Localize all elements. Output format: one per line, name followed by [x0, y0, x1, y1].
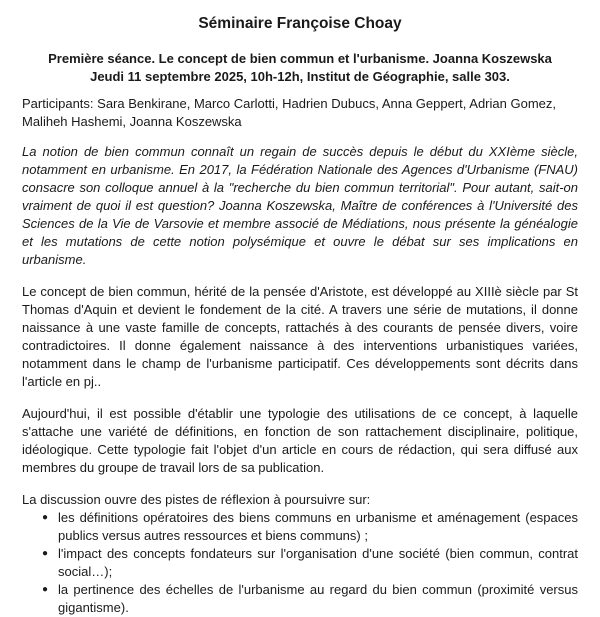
discussion-list [22, 509, 578, 617]
body-paragraph: Aujourd'hui, il est possible d'établir une typologie des utilisations de ce concept, à laquelle s'attache une variété de définitions, en fonction de son rattachement disciplinaire, politique, idéologique. Cette typologie fait l'objet d'un article en cours de rédaction, qui sera diffusé aux membres du groupe de travail lors de sa publication. [22, 406, 578, 475]
list-item [22, 509, 578, 545]
discussion-intro: La discussion ouvre des pistes de réflexion à poursuivre sur: [22, 492, 371, 507]
bullet-icon: ● [42, 512, 49, 523]
session-header [22, 50, 578, 86]
document [22, 0, 578, 617]
intro-paragraph: La notion de bien commun connaît un regain de succès depuis le début du XXIème siècle, notamment en urbanisme. En 2017, la Fédération Nationale des Agences d'Urbanisme (FNAU) consacre son colloque annuel à la "recherche du bien commun territorial". Pour autant, sait-on vraiment de quoi il est question? Joanna Koszewska, Maître de conférences à l'Université des Sciences de la Vie de Varsovie et membre associé de Médiations, nous présente la généalogie et les mutations de cette notion polysémique et ouvre le débat sur ses implications en urbanisme. [22, 144, 578, 267]
list-item-text: les définitions opératoires des biens communs en urbanisme et aménagement (espaces publics versus autres ressources et biens communs) ; [58, 510, 578, 543]
session-date-location: Jeudi 11 septembre 2025, 10h-12h, Institut de Géographie, salle 303. [90, 69, 510, 84]
participants-list: Participants: Sara Benkirane, Marco Carlotti, Hadrien Dubucs, Anna Geppert, Adrian Gomez, Maliheh Hashemi, Joanna Koszewska [22, 96, 556, 129]
bullet-icon: ● [42, 548, 49, 559]
list-item [22, 581, 578, 617]
document-title: Séminaire Françoise Choay [198, 15, 402, 32]
body-paragraph: Le concept de bien commun, hérité de la pensée d'Aristote, est développé au XIIIè siècle par St Thomas d'Aquin et devient le fondement de la cité. A travers une série de mutations, il donne naissance à une vaste famille de concepts, rattachés à des courants de pensée divers, voire contradictoires. Il donne également naissance à des interventions urbanistiques variées, notamment dans le champ de l'urbanisme participatif. Ces développements sont décrits dans l'article en pj.. [22, 284, 578, 389]
list-item-text: la pertinence des échelles de l'urbanisme au regard du bien commun (proximité versus gigantisme). [58, 582, 578, 615]
bullet-icon: ● [42, 584, 49, 595]
session-title: Première séance. Le concept de bien commun et l'urbanisme. Joanna Koszewska [48, 51, 552, 66]
list-item [22, 545, 578, 581]
list-item-text: l'impact des concepts fondateurs sur l'organisation d'une société (bien commun, contrat social…); [58, 546, 578, 579]
